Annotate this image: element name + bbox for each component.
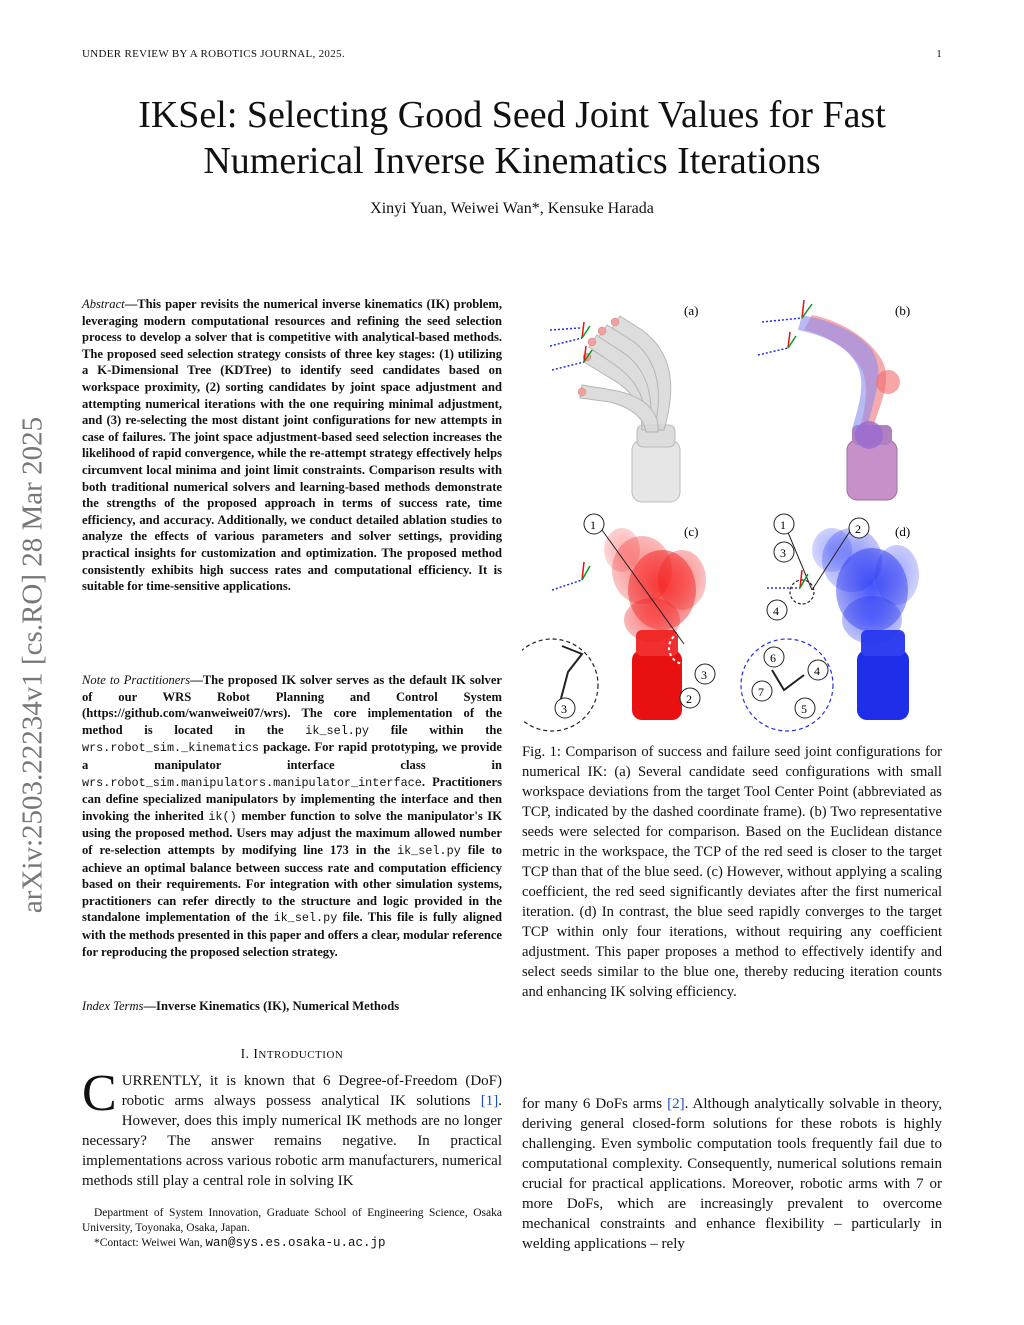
- page-number: 1: [936, 48, 942, 60]
- drop-cap: C: [82, 1065, 117, 1122]
- iteration-marker: [774, 514, 794, 534]
- title-line-2: Numerical Inverse Kinematics Iterations: [203, 140, 821, 182]
- iteration-marker: [680, 688, 700, 708]
- body-text: . Although analytically solvable in theory, deriving general closed-form solutions for these robots is highly challenging. Even symbolic computation tools frequently fail due to computational complexity. Consequently, numerical solutions remain crucial for practical applications. Moreover, robotic arms with 7 or more DoFs, which are increasingly prevalent to overcome mechanical constraints and enhance flexibility – particularly in welding applications – rely: [522, 1096, 942, 1252]
- figure-caption: Fig. 1: Comparison of success and failure seed joint configurations for numerical IK: (a) Several candidate seed configurations with small workspace deviations from the target Tool Center Point (abbreviated as TCP, indicated by the dashed coordinate frame). (b) Two representative seeds were selected for comparison. Based on the Euclidean distance metric in the workspace, the TCP of the red seed is closer to the target TCP than that of the blue seed. (c) However, without applying a scaling coefficient, the red seed significantly deviates after the first numerical iteration. (d) In contrast, the blue seed rapidly converges to the target TCP within only four iterations, without requiring any coefficient adjustment. This paper proposes a method to effectively identify and select seeds similar to the blue one, thereby reducing iteration counts and enhancing IK solving efficiency.: [522, 744, 942, 1000]
- abstract-text: —This paper revisits the numerical inverse kinematics (IK) problem, leveraging modern computational resources and refining the seed selection process to develop a solver that is competitive with analytical-based methods. The proposed seed selection strategy consists of three key stages: (1) utilizing a K-Dimensional Tree (KDTree) to identify seed candidates based on workspace proximity, (2) sorting candidates by joint space adjustment and attempting numerical iterations with the one requiring minimal adjustment, and (3) re-selecting the most distant joint configurations for new attempts in case of failures. The joint space adjustment-based seed selection increases the likelihood of rapid convergence, while the re-attempt strategy effectively helps circumvent local minima and joint limit constraints. Comparison results with both traditional numerical solvers and learning-based methods demonstrate the strengths of the proposed approach in terms of success rate, time efficiency, and accuracy. Additionally, we conduct detailed ablation studies to analyze the effects of various parameters and solver settings, providing practical insights for customization and optimization. The proposed method consistently exhibits high success rates and computational efficiency. It is suitable for time-sensitive applications.: [82, 297, 502, 594]
- code-class-path: wrs.robot_sim.manipulators.manipulator_interface: [82, 775, 422, 790]
- iteration-marker: [764, 647, 784, 667]
- paper-title: [60, 92, 964, 184]
- panel-c: [522, 514, 715, 731]
- note-text: file to achieve an optimal balance between success rate and computation efficiency based on their requirements. For integration with other simulation systems, practitioners can refer directly to the structure and logic provided in the standalone implementation of the: [82, 842, 502, 925]
- section-title-rest: NTRODUCTION: [258, 1049, 344, 1061]
- code-function: ik(): [208, 809, 237, 824]
- marker-2-label: 2: [855, 522, 861, 536]
- note-text: file. This file is fully aligned with the methods presented in this paper and offers a clear, modular reference for reproducing the proposed selection strategy.: [82, 910, 503, 959]
- iteration-marker: [752, 681, 772, 701]
- code-filename: ik_sel.py: [397, 843, 461, 858]
- citation-link[interactable]: [2]: [667, 1096, 685, 1112]
- marker-6-label: 6: [770, 651, 776, 665]
- note-text: member function to solve the manipulator's IK using the proposed method. Users may adjust the maximum allowed number of re-selection attempts by modifying line 173 in the: [82, 808, 502, 857]
- abstract: [82, 296, 502, 595]
- index-terms-label: Index Terms: [82, 999, 144, 1013]
- abstract-label: Abstract: [82, 297, 125, 311]
- marker-2-label: 2: [686, 692, 692, 706]
- marker-1-label: 1: [780, 518, 786, 532]
- email-link[interactable]: wan@sys.es.osaka-u.ac.jp: [205, 1236, 386, 1250]
- iteration-marker: [555, 698, 575, 718]
- intro-text: . However, does this imply numerical IK methods are no longer necessary? The answer remains negative. In practical implementations across various robotic arm manufacturers, numerical methods still play a central role in solving IK: [82, 1093, 502, 1189]
- body-text: for many 6 DoFs arms: [522, 1096, 668, 1112]
- author-list: Xinyi Yuan, Weiwei Wan*, Kensuke Harada: [370, 200, 654, 217]
- iteration-marker: [795, 698, 815, 718]
- code-filename: ik_sel.py: [305, 723, 370, 738]
- iteration-marker: [695, 664, 715, 684]
- code-filename: ik_sel.py: [273, 911, 338, 926]
- iteration-marker: [808, 660, 828, 680]
- intro-text: URRENTLY, it is known that 6 Degree-of-Freedom (DoF) robotic arms always possess analytical IK solutions: [121, 1073, 502, 1109]
- marker-4-label: 4: [773, 604, 779, 618]
- footnote: [82, 1206, 502, 1251]
- marker-1-label: 1: [590, 518, 596, 532]
- panel-label-c: (c): [684, 524, 699, 539]
- arxiv-stamp: [14, 350, 52, 980]
- note-text: . Practitioners can define specialized manipulators by implementing the interface and then invoking the inherited: [82, 774, 502, 823]
- arxiv-stamp-text: arXiv:2503.22234v1 [cs.RO] 28 Mar 2025: [16, 416, 49, 914]
- iteration-marker: [767, 600, 787, 620]
- marker-7-label: 7: [758, 685, 764, 699]
- running-title: UNDER REVIEW BY A ROBOTICS JOURNAL, 2025.: [82, 48, 345, 60]
- panel-label-a: (a): [684, 303, 699, 318]
- panel-a: [550, 303, 698, 502]
- note-label: Note to Practitioners: [82, 673, 191, 687]
- contact-label: *Contact: Weiwei Wan,: [94, 1237, 206, 1249]
- footnote-contact: [82, 1236, 502, 1251]
- introduction-paragraph: [82, 1065, 502, 1191]
- note-text: —The proposed IK solver serves as the default IK solver of our WRS Robot Planning and Control System (https://github.com/wanweiwei07/wrs). The core implementation of the method is located in the: [82, 673, 503, 737]
- running-header: [82, 48, 942, 60]
- panel-label-d: (d): [895, 524, 911, 539]
- footnote-affiliation: Department of System Innovation, Graduate School of Engineering Science, Osaka University, Toyonaka, Osaka, Japan.: [82, 1207, 502, 1234]
- marker-3-label: 3: [701, 668, 707, 682]
- figure-1: [522, 290, 942, 740]
- iteration-marker: [849, 518, 869, 538]
- body-text-right: [522, 1094, 942, 1254]
- section-number: I.: [240, 1046, 250, 1061]
- marker-3b-label: 3: [561, 702, 567, 716]
- marker-4b-label: 4: [814, 664, 820, 678]
- note-to-practitioners: [82, 672, 502, 960]
- index-terms-text: —Inverse Kinematics (IK), Numerical Methods: [143, 999, 400, 1013]
- marker-5-label: 5: [801, 702, 807, 716]
- robot-arm-illustration: [522, 290, 942, 740]
- section-heading: [82, 1046, 502, 1062]
- iteration-marker: [774, 542, 794, 562]
- section-title-initial: I: [253, 1046, 259, 1061]
- panel-b: [758, 300, 910, 500]
- note-text: file within the: [369, 722, 503, 737]
- marker-3-label: 3: [780, 546, 786, 560]
- note-text: package. For rapid prototyping, we provide a manipulator interface class in: [82, 740, 502, 772]
- code-package: wrs.robot_sim._kinematics: [82, 741, 259, 756]
- panel-d: [741, 514, 919, 731]
- iteration-marker: [584, 514, 604, 534]
- index-terms: [82, 998, 502, 1015]
- citation-link[interactable]: [1]: [480, 1093, 499, 1109]
- title-line-1: IKSel: Selecting Good Seed Joint Values for Fast: [138, 94, 886, 136]
- panel-label-b: (b): [895, 303, 911, 318]
